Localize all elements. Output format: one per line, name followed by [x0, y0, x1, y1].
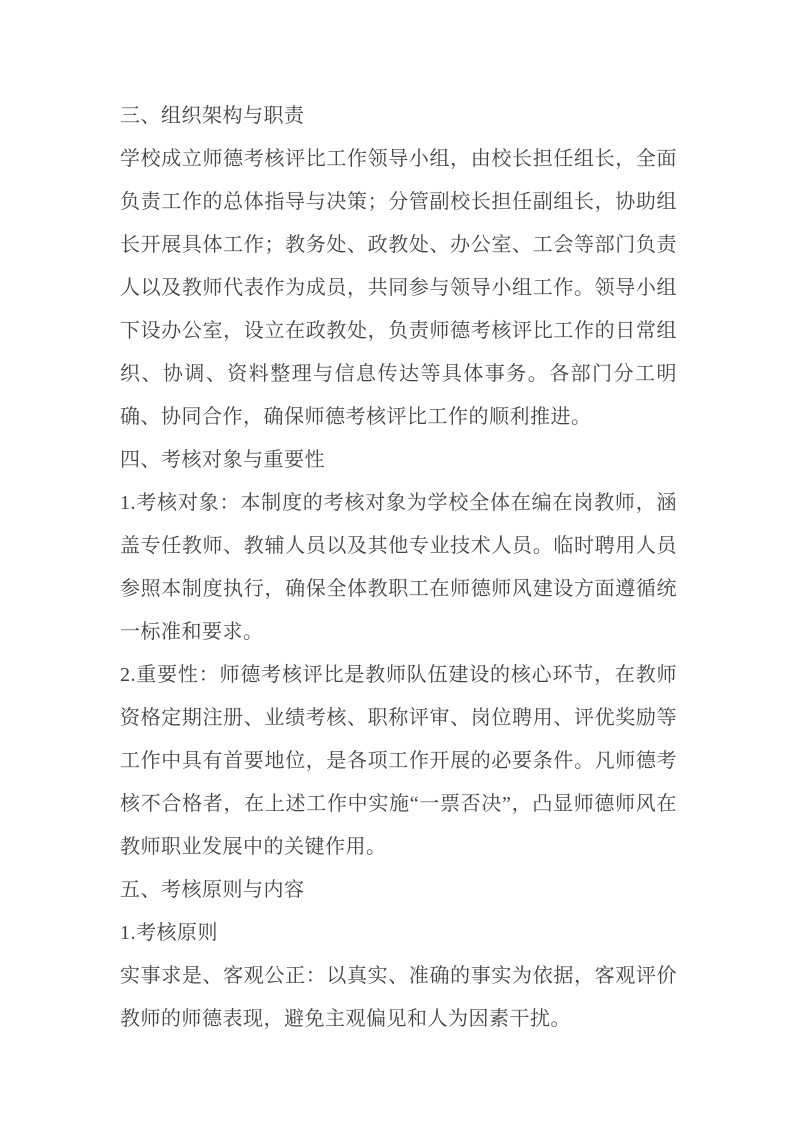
section-heading: 四、考核对象与重要性: [120, 449, 325, 471]
paragraph: 1.考核对象：本制度的考核对象为学校全体在编在岗教师，涵盖专任教师、教辅人员以及其他专业技术人员。临时聘用人员参照本制度执行，确保全体教职工在师德师风建设方面遵循统一标准和要求。: [120, 492, 677, 643]
paragraph: 2.重要性：师德考核评比是教师队伍建设的核心环节，在教师资格定期注册、业绩考核、职称评审、岗位聘用、评优奖励等工作中具有首要地位，是各项工作开展的必要条件。凡师德考核不合格者，在上述工作中实施“一票否决”，凸显师德师风在教师职业发展中的关键作用。: [120, 664, 677, 858]
paragraph: 学校成立师德考核评比工作领导小组，由校长担任组长，全面负责工作的总体指导与决策；分管副校长担任副组长，协助组长开展具体工作；教务处、政教处、办公室、工会等部门负责人以及教师代表作为成员，共同参与领导小组工作。领导小组下设办公室，设立在政教处，负责师德考核评比工作的日常组织、协调、资料整理与信息传达等具体事务。各部门分工明确、协同合作，确保师德考核评比工作的顺利推进。: [120, 148, 677, 428]
section-heading: 五、考核原则与内容: [120, 879, 305, 901]
paragraph: 1.考核原则: [120, 922, 218, 944]
document-content: [120, 95, 677, 1041]
paragraph: 实事求是、客观公正：以真实、准确的事实为依据，客观评价教师的师德表现，避免主观偏见和人为因素干扰。: [120, 965, 677, 1030]
section-heading: 三、组织架构与职责: [120, 105, 305, 127]
